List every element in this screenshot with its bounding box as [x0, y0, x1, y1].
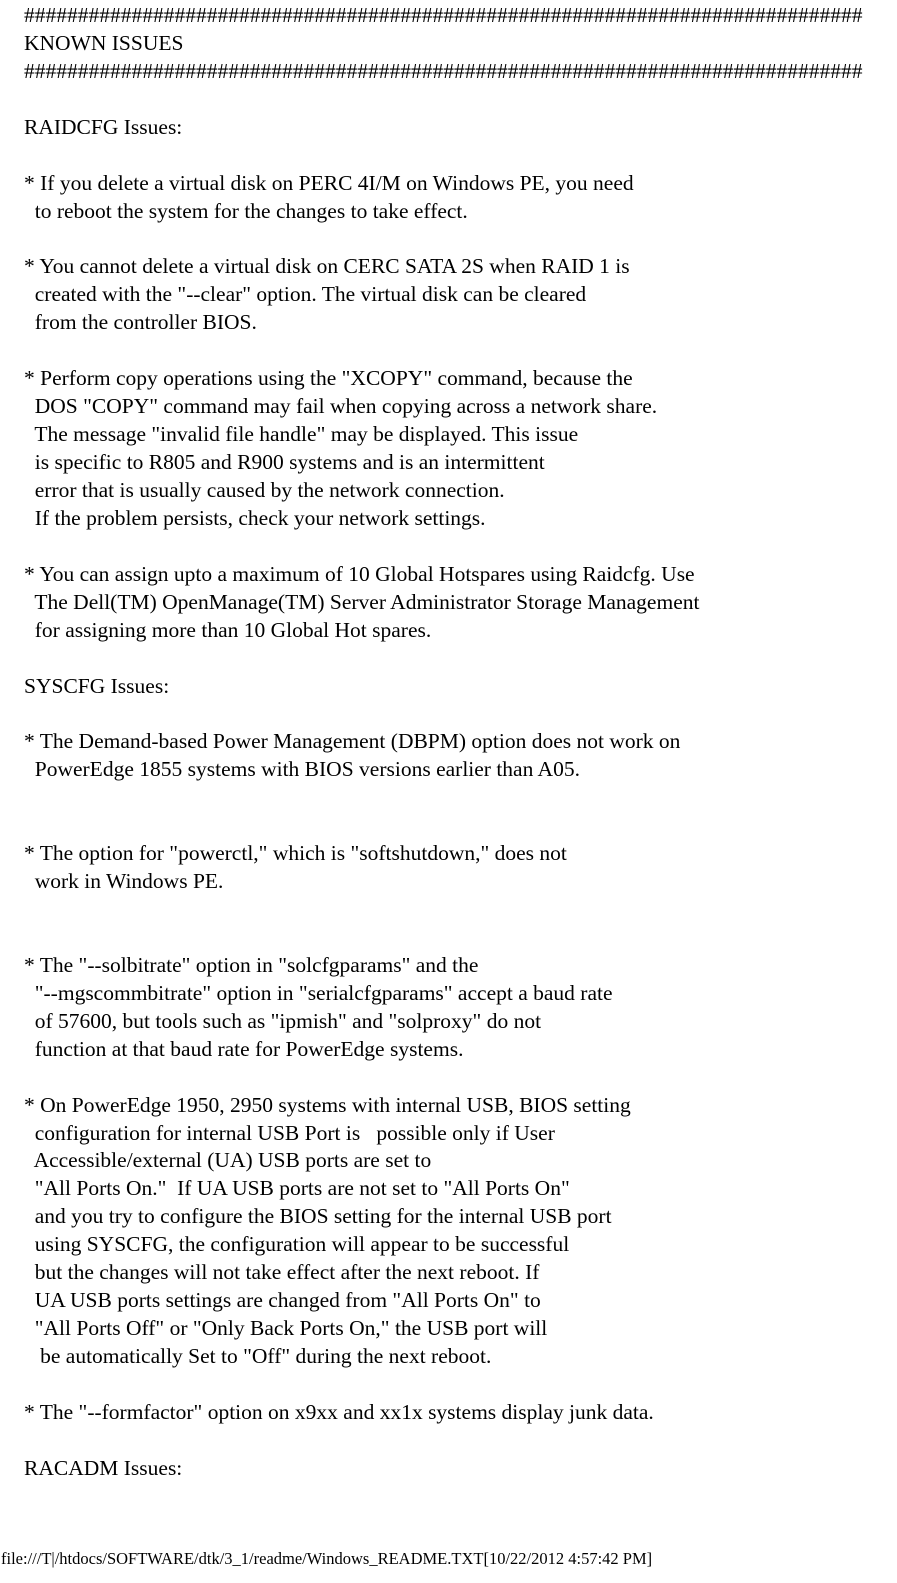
blank-line: [24, 1427, 863, 1455]
text-line: is specific to R805 and R900 systems and is an intermittent: [24, 450, 545, 474]
blank-line: [24, 142, 863, 170]
text-line: "--mgscommbitrate" option in "serialcfgparams" accept a baud rate: [24, 980, 613, 1005]
text-line: PowerEdge 1855 systems with BIOS versions earlier than A05.: [24, 757, 580, 782]
readme-text: [24, 2, 863, 1483]
blank-line: [24, 700, 863, 728]
text-line: "All Ports On." If UA USB ports are not set to "All Ports On": [24, 1176, 570, 1201]
text-line: * The Demand-based Power Management (DBPM) option does not work on: [24, 729, 681, 754]
text-line: "All Ports Off" or "Only Back Ports On," the USB port will: [24, 1316, 548, 1341]
text-line: and you try to configure the BIOS setting for the internal USB port: [24, 1204, 612, 1229]
text-line: * You cannot delete a virtual disk on CERC SATA 2S when RAID 1 is: [24, 254, 630, 279]
text-line: configuration for internal USB Port is possible only if User: [24, 1120, 555, 1145]
text-line: If the problem persists, check your network settings.: [24, 505, 486, 530]
blank-line: [24, 1064, 863, 1092]
text-line: RAIDCFG Issues:: [24, 114, 183, 139]
text-line: The Dell(TM) OpenManage(TM) Server Administrator Storage Management: [24, 589, 700, 614]
text-line: UA USB ports settings are changed from "All Ports On" to: [24, 1288, 541, 1313]
blank-line: [24, 337, 863, 365]
blank-line: [24, 645, 863, 673]
blank-line: [24, 784, 863, 812]
text-line: * If you delete a virtual disk on PERC 4I/M on Windows PE, you need: [24, 170, 634, 195]
text-line: RACADM Issues:: [24, 1455, 183, 1480]
blank-line: [24, 1371, 863, 1399]
text-line: ##############################################################################: [24, 3, 863, 27]
text-line: error that is usually caused by the network connection.: [24, 477, 505, 502]
blank-line: [24, 924, 863, 952]
text-line: function at that baud rate for PowerEdge systems.: [24, 1036, 464, 1061]
text-line: to reboot the system for the changes to take effect.: [24, 198, 468, 223]
text-line: created with the "--clear" option. The virtual disk can be cleared: [24, 282, 587, 307]
blank-line: [24, 533, 863, 561]
text-line: using SYSCFG, the configuration will appear to be successful: [24, 1232, 570, 1257]
text-line: from the controller BIOS.: [24, 310, 257, 335]
blank-line: [24, 812, 863, 840]
text-line: but the changes will not take effect after the next reboot. If: [24, 1260, 540, 1285]
text-line: Accessible/external (UA) USB ports are set to: [24, 1148, 432, 1173]
blank-line: [24, 896, 863, 924]
text-line: * The "--formfactor" option on x9xx and xx1x systems display junk data.: [24, 1399, 654, 1424]
blank-line: [24, 226, 863, 254]
text-line: * The option for "powerctl," which is "softshutdown," does not: [24, 841, 567, 866]
blank-line: [24, 86, 863, 114]
text-line: DOS "COPY" command may fail when copying across a network share.: [24, 394, 658, 419]
text-line: * You can assign upto a maximum of 10 Global Hotspares using Raidcfg. Use: [24, 561, 695, 586]
text-line: The message "invalid file handle" may be displayed. This issue: [24, 422, 579, 447]
text-line: ##############################################################################: [24, 58, 863, 83]
text-line: for assigning more than 10 Global Hot spares.: [24, 617, 432, 642]
text-line: of 57600, but tools such as "ipmish" and "solproxy" do not: [24, 1008, 542, 1033]
text-line: * The "--solbitrate" option in "solcfgparams" and the: [24, 952, 479, 977]
text-line: work in Windows PE.: [24, 869, 224, 894]
text-line: * On PowerEdge 1950, 2950 systems with internal USB, BIOS setting: [24, 1092, 631, 1117]
file-path-footer: file:///T|/htdocs/SOFTWARE/dtk/3_1/readme/Windows_README.TXT[10/22/2012 4:57:42 PM]: [1, 1549, 653, 1568]
text-line: SYSCFG Issues:: [24, 673, 170, 698]
text-line: * Perform copy operations using the "XCOPY" command, because the: [24, 366, 633, 391]
text-line: be automatically Set to "Off" during the next reboot.: [24, 1344, 492, 1368]
text-line: KNOWN ISSUES: [24, 30, 184, 55]
